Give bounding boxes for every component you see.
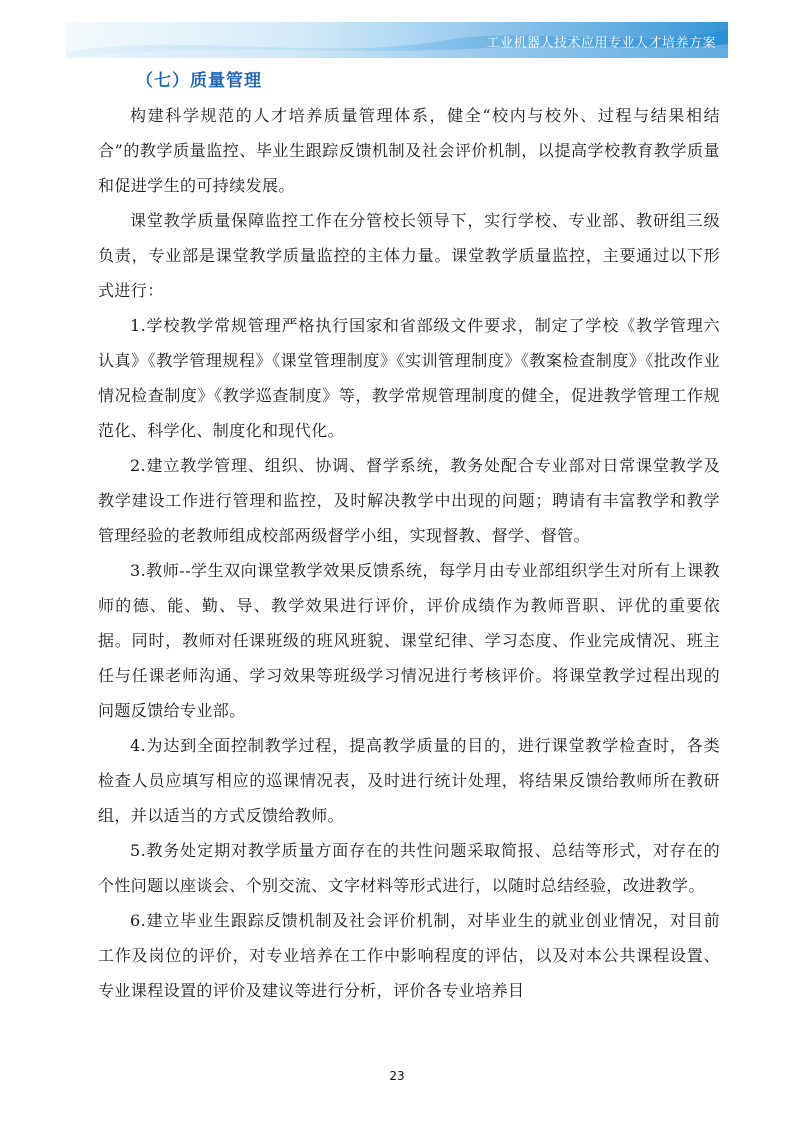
paragraph-item-2: 2.建立教学管理、组织、协调、督学系统，教务处配合专业部对日常课堂教学及教学建设工作进行管理和监控，及时解决教学中出现的问题；聘请有丰富教学和教学管理经验的老教师组成校部两级督学小组，实现督教、督学、督管。 xyxy=(98,456,720,545)
paragraph-item-4: 4.为达到全面控制教学过程，提高教学质量的目的，进行课堂教学检查时，各类检查人员应填写相应的巡课情况表，及时进行统计处理，将结果反馈给教师所在教研组，并以适当的方式反馈给教师。 xyxy=(98,736,720,825)
header-banner xyxy=(66,22,728,58)
document-title: 工业机器人技术应用专业人才培养方案 xyxy=(486,36,716,51)
paragraph-item-5: 5.教务处定期对教学质量方面存在的共性问题采取简报、总结等形式，对存在的个性问题以座谈会、个别交流、文字材料等形式进行，以随时总结经验，改进教学。 xyxy=(98,841,720,895)
body-text xyxy=(98,98,720,1008)
paragraph-intro: 构建科学规范的人才培养质量管理体系，健全“校内与校外、过程与结果相结合”的教学质量监控、毕业生跟踪反馈机制及社会评价机制，以提高学校教育教学质量和促进学生的可持续发展。 xyxy=(98,106,720,195)
paragraph-monitoring: 课堂教学质量保障监控工作在分管校长领导下，实行学校、专业部、教研组三级负责，专业部是课堂教学质量监控的主体力量。课堂教学质量监控，主要通过以下形式进行： xyxy=(98,211,720,300)
page-number: 23 xyxy=(389,1069,405,1083)
paragraph-item-1: 1.学校教学常规管理严格执行国家和省部级文件要求，制定了学校《教学管理六认真》《教学管理规程》《课堂管理制度》《实训管理制度》《教案检查制度》《批改作业情况检查制度》《教学巡查制度》等，教学常规管理制度的健全，促进教学管理工作规范化、科学化、制度化和现代化。 xyxy=(98,316,720,440)
paragraph-item-6: 6.建立毕业生跟踪反馈机制及社会评价机制，对毕业生的就业创业情况，对目前工作及岗位的评价，对专业培养在工作中影响程度的评估，以及对本公共课程设置、专业课程设置的评价及建议等进行分析，评价各专业培养目 xyxy=(98,911,720,1000)
paragraph-item-3: 3.教师--学生双向课堂教学效果反馈系统，每学月由专业部组织学生对所有上课教师的德、能、勤、导、教学效果进行评价，评价成绩作为教师晋职、评优的重要依据。同时，教师对任课班级的班风班貌、课堂纪律、学习态度、作业完成情况、班主任与任课老师沟通、学习效果等班级学习情况进行考核评价。将课堂教学过程出现的问题反馈给专业部。 xyxy=(98,561,720,720)
section-heading: （七）质量管理 xyxy=(136,71,262,91)
